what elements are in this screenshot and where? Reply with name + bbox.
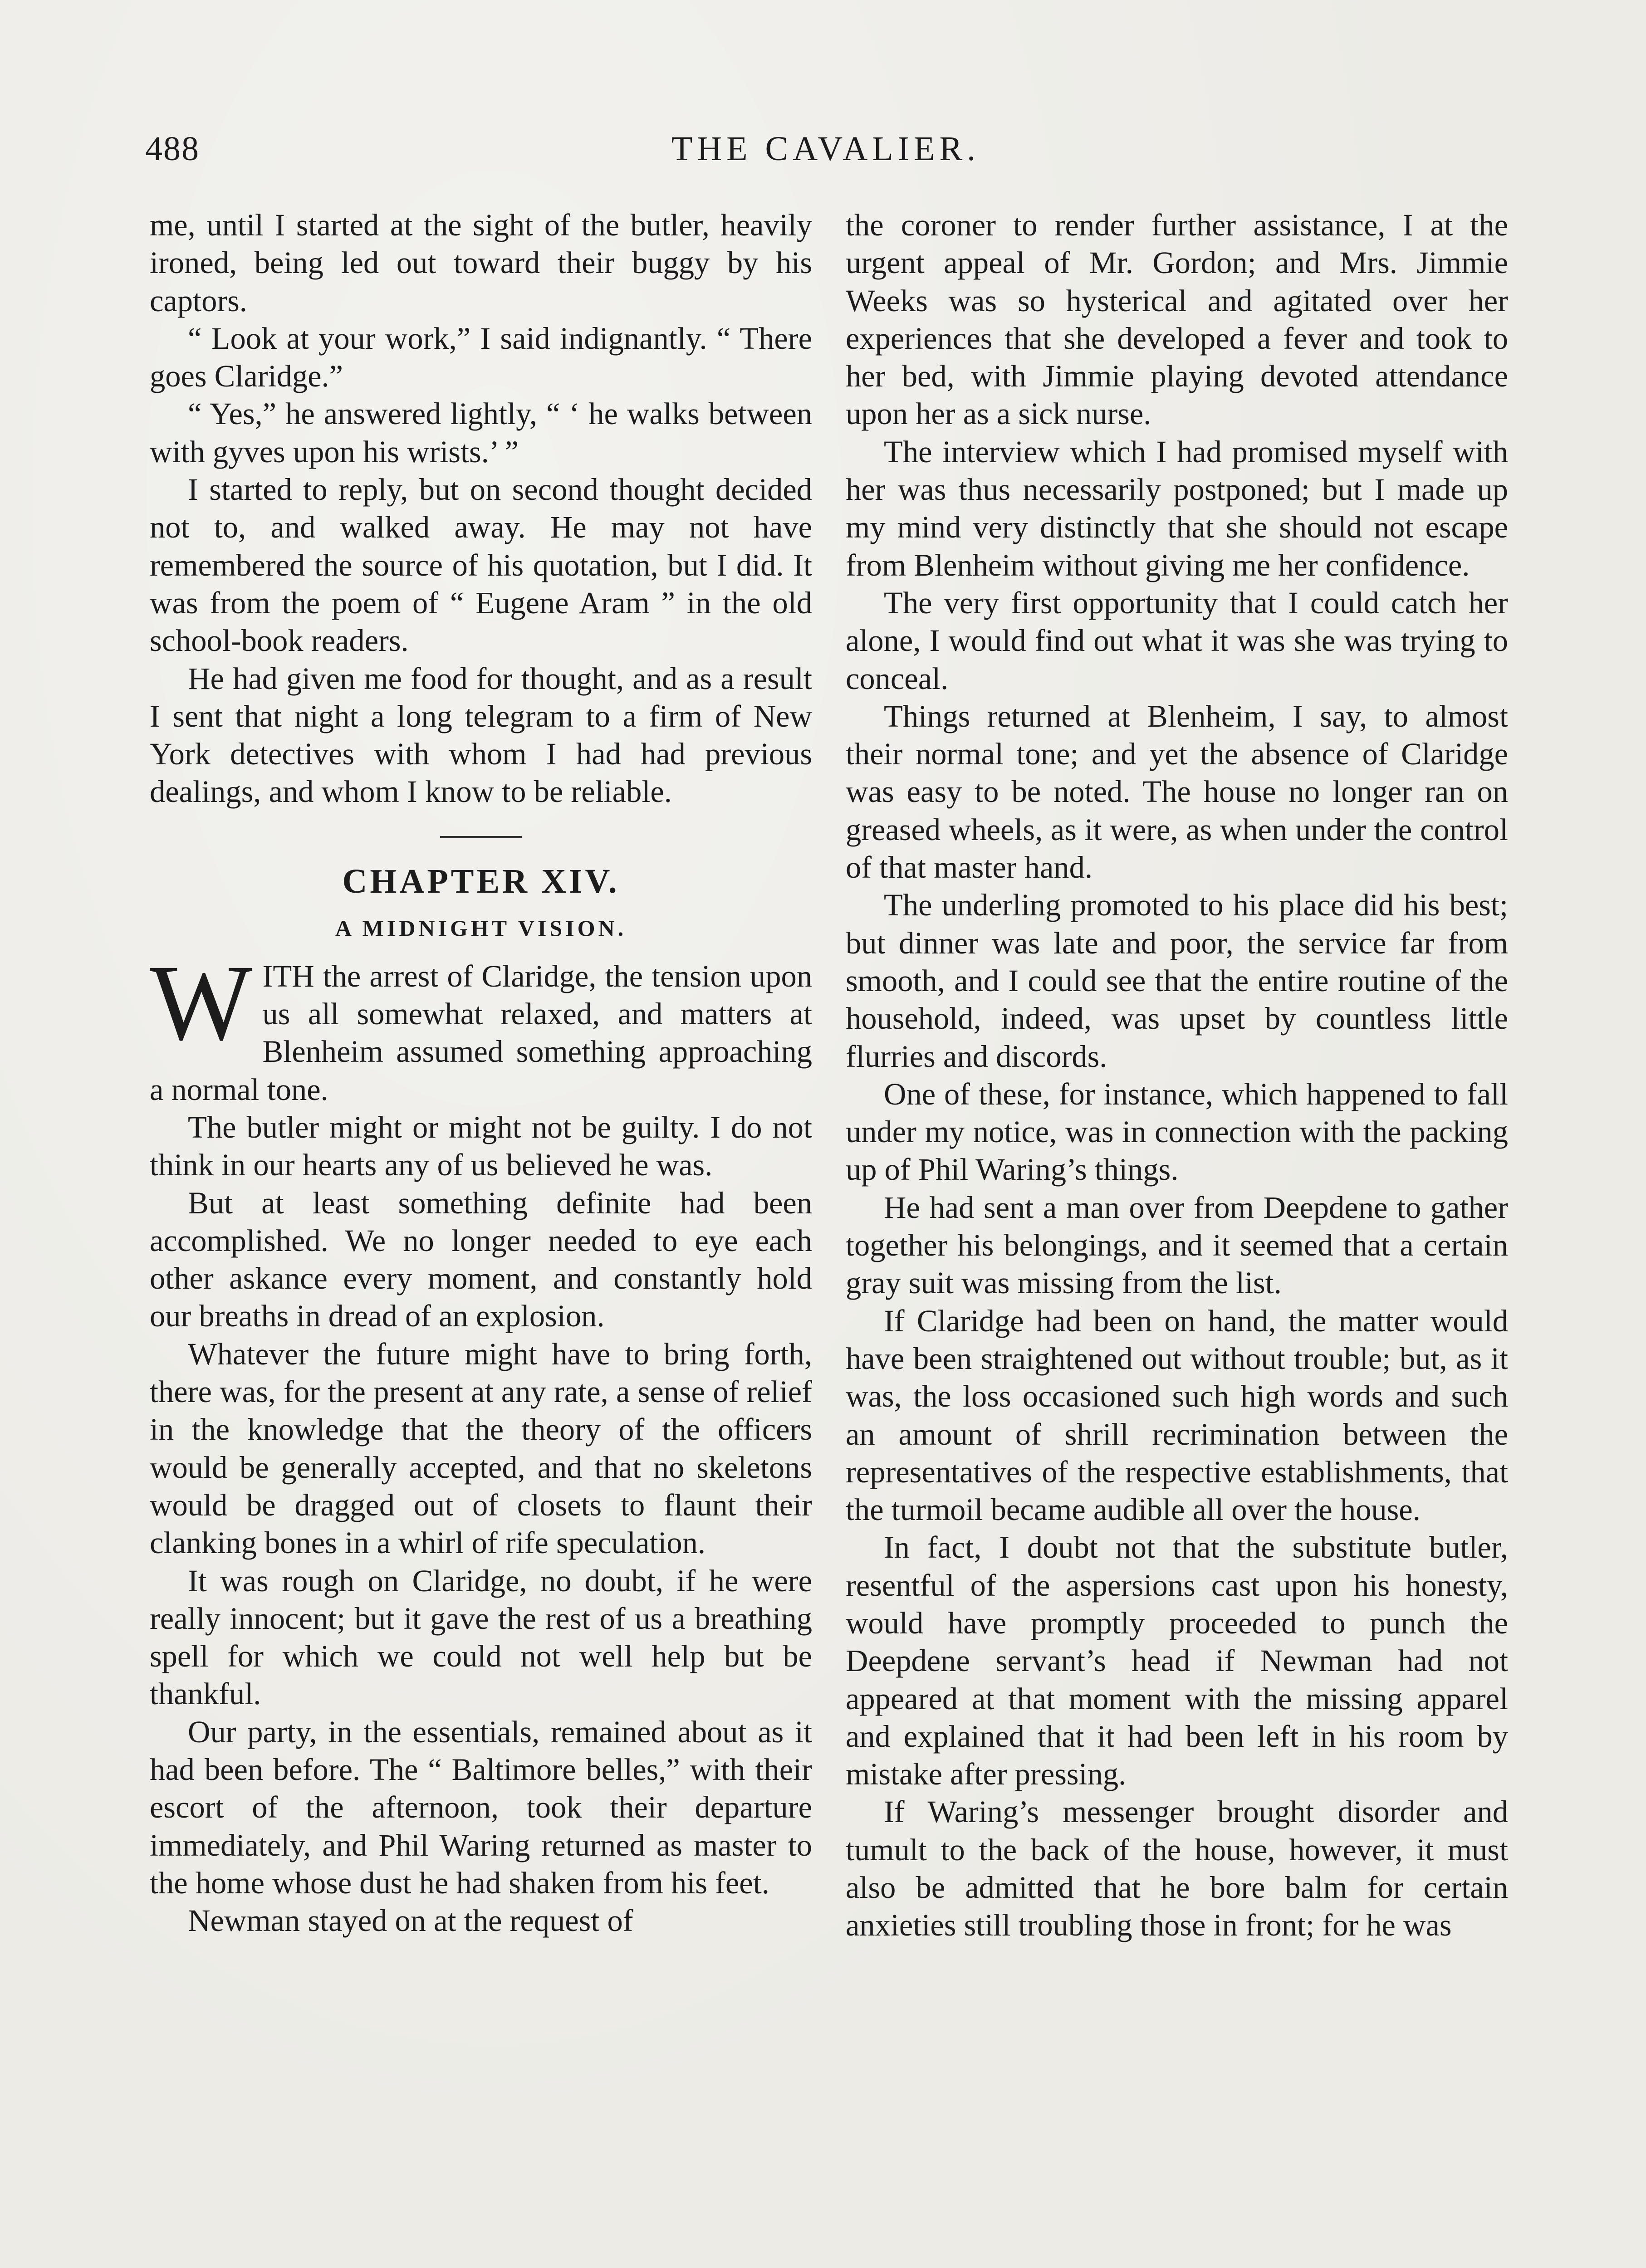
paragraph: But at least something definite had been accomplished. We no longer needed to eye each other askance every moment, and constantly hold our breaths in dread of an explosion. — [150, 1185, 812, 1334]
opening-paragraph-text: ITH the arrest of Claridge, the tension upon us all somewhat relaxed, and matters at Blenheim assumed something approaching a normal tone. — [150, 958, 812, 1107]
paragraph: He had given me food for thought, and as a result I sent that night a long telegram to a firm of New York detectives with whom I had had previous dealings, and whom I know to be reliable. — [150, 661, 812, 809]
drop-cap: W — [150, 942, 253, 1063]
paragraph: If Waring’s messenger brought disorder and tumult to the back of the house, however, it must also be admitted that he bore balm for certain anxieties still troubling those in front; for he was — [846, 1794, 1508, 1943]
paragraph: He had sent a man over from Deepdene to gather together his belongings, and it seemed that a certain gray suit was missing from the list. — [846, 1190, 1508, 1300]
paragraph: The interview which I had promised myself with her was thus necessarily postponed; but I made up my mind very distinctly that she should not escape from Blenheim without giving me her confidence. — [846, 434, 1508, 582]
paragraph: Our party, in the essentials, remained about as it had been before. The “ Baltimore belles,” with their escort of the afternoon, took their departure immediately, and Phil Waring returned as master to the home whose dust he had shaken from his feet. — [150, 1714, 812, 1900]
paragraph: In fact, I doubt not that the substitute butler, resentful of the aspersions cast upon his honesty, would have promptly proceeded to punch the Deepdene servant’s head if Newman had not appeared at that moment with the missing apparel and explained that it had been left in his room by mistake after pressing. — [846, 1530, 1508, 1792]
paragraph: If Claridge had been on hand, the matter would have been straightened out without trouble; but, as it was, the loss occasioned such high words and such an amount of shrill recrimination between the representatives of the respective establishments, that the turmoil became audible all over the house. — [846, 1303, 1508, 1527]
right-column — [846, 206, 1508, 1945]
paragraph: It was rough on Claridge, no doubt, if he were really innocent; but it gave the rest of us a breathing spell for which we could not well help but be thankful. — [150, 1563, 812, 1711]
paragraph: Newman stayed on at the request of — [188, 1903, 633, 1938]
paragraph: The very first opportunity that I could catch her alone, I would find out what it was she was trying to conceal. — [846, 585, 1508, 696]
paragraph: The butler might or might not be guilty. I do not think in our hearts any of us believed he was. — [150, 1110, 812, 1183]
paragraph: I started to reply, but on second thought decided not to, and walked away. He may not have remembered the source of his quotation, but I did. It was from the poem of “ Eugene Aram ” in the old school-book readers. — [150, 472, 812, 658]
paragraph: Whatever the future might have to bring forth, there was, for the present at any rate, a sense of relief in the knowledge that the theory of the officers would be generally accepted, and that no skeletons would be dragged out of closets to flaunt their clanking bones in a whirl of rife speculation. — [150, 1336, 812, 1560]
paragraph: me, until I started at the sight of the butler, heavily ironed, being led out toward their buggy by his captors. — [150, 208, 812, 318]
paragraph: the coroner to render further assistance, I at the urgent appeal of Mr. Gordon; and Mrs. Jimmie Weeks was so hysterical and agitated over her experiences that she developed a fever and took to her bed, with Jimmie playing devoted attendance upon her as a sick nurse. — [846, 208, 1508, 431]
paragraph: The underling promoted to his place did his best; but dinner was late and poor, the service far from smooth, and I could see that the entire routine of the household, indeed, was upset by countless little flurries and discords. — [846, 888, 1508, 1074]
page-header — [145, 129, 1506, 179]
page-number: 488 — [145, 130, 200, 168]
opening-paragraph — [150, 942, 812, 1109]
paragraph: One of these, for instance, which happened to fall under my notice, was in connection with the packing up of Phil Waring’s things. — [846, 1076, 1508, 1187]
chapter-subtitle: A MIDNIGHT VISION. — [335, 915, 627, 941]
running-title: THE CAVALIER. — [671, 130, 980, 168]
paragraph: “ Yes,” he answered lightly, “ ‘ he walks between with gyves upon his wrists.’ ” — [150, 396, 812, 469]
paragraph: “ Look at your work,” I said indignantly. “ There goes Claridge.” — [150, 321, 812, 394]
chapter-title: CHAPTER XIV. — [342, 862, 620, 900]
left-column — [150, 206, 812, 1940]
section-divider — [440, 836, 522, 838]
paragraph: Things returned at Blenheim, I say, to almost their normal tone; and yet the absence of Claridge was easy to be noted. The house no longer ran on greased wheels, as it were, as when under the control of that master hand. — [846, 699, 1508, 885]
